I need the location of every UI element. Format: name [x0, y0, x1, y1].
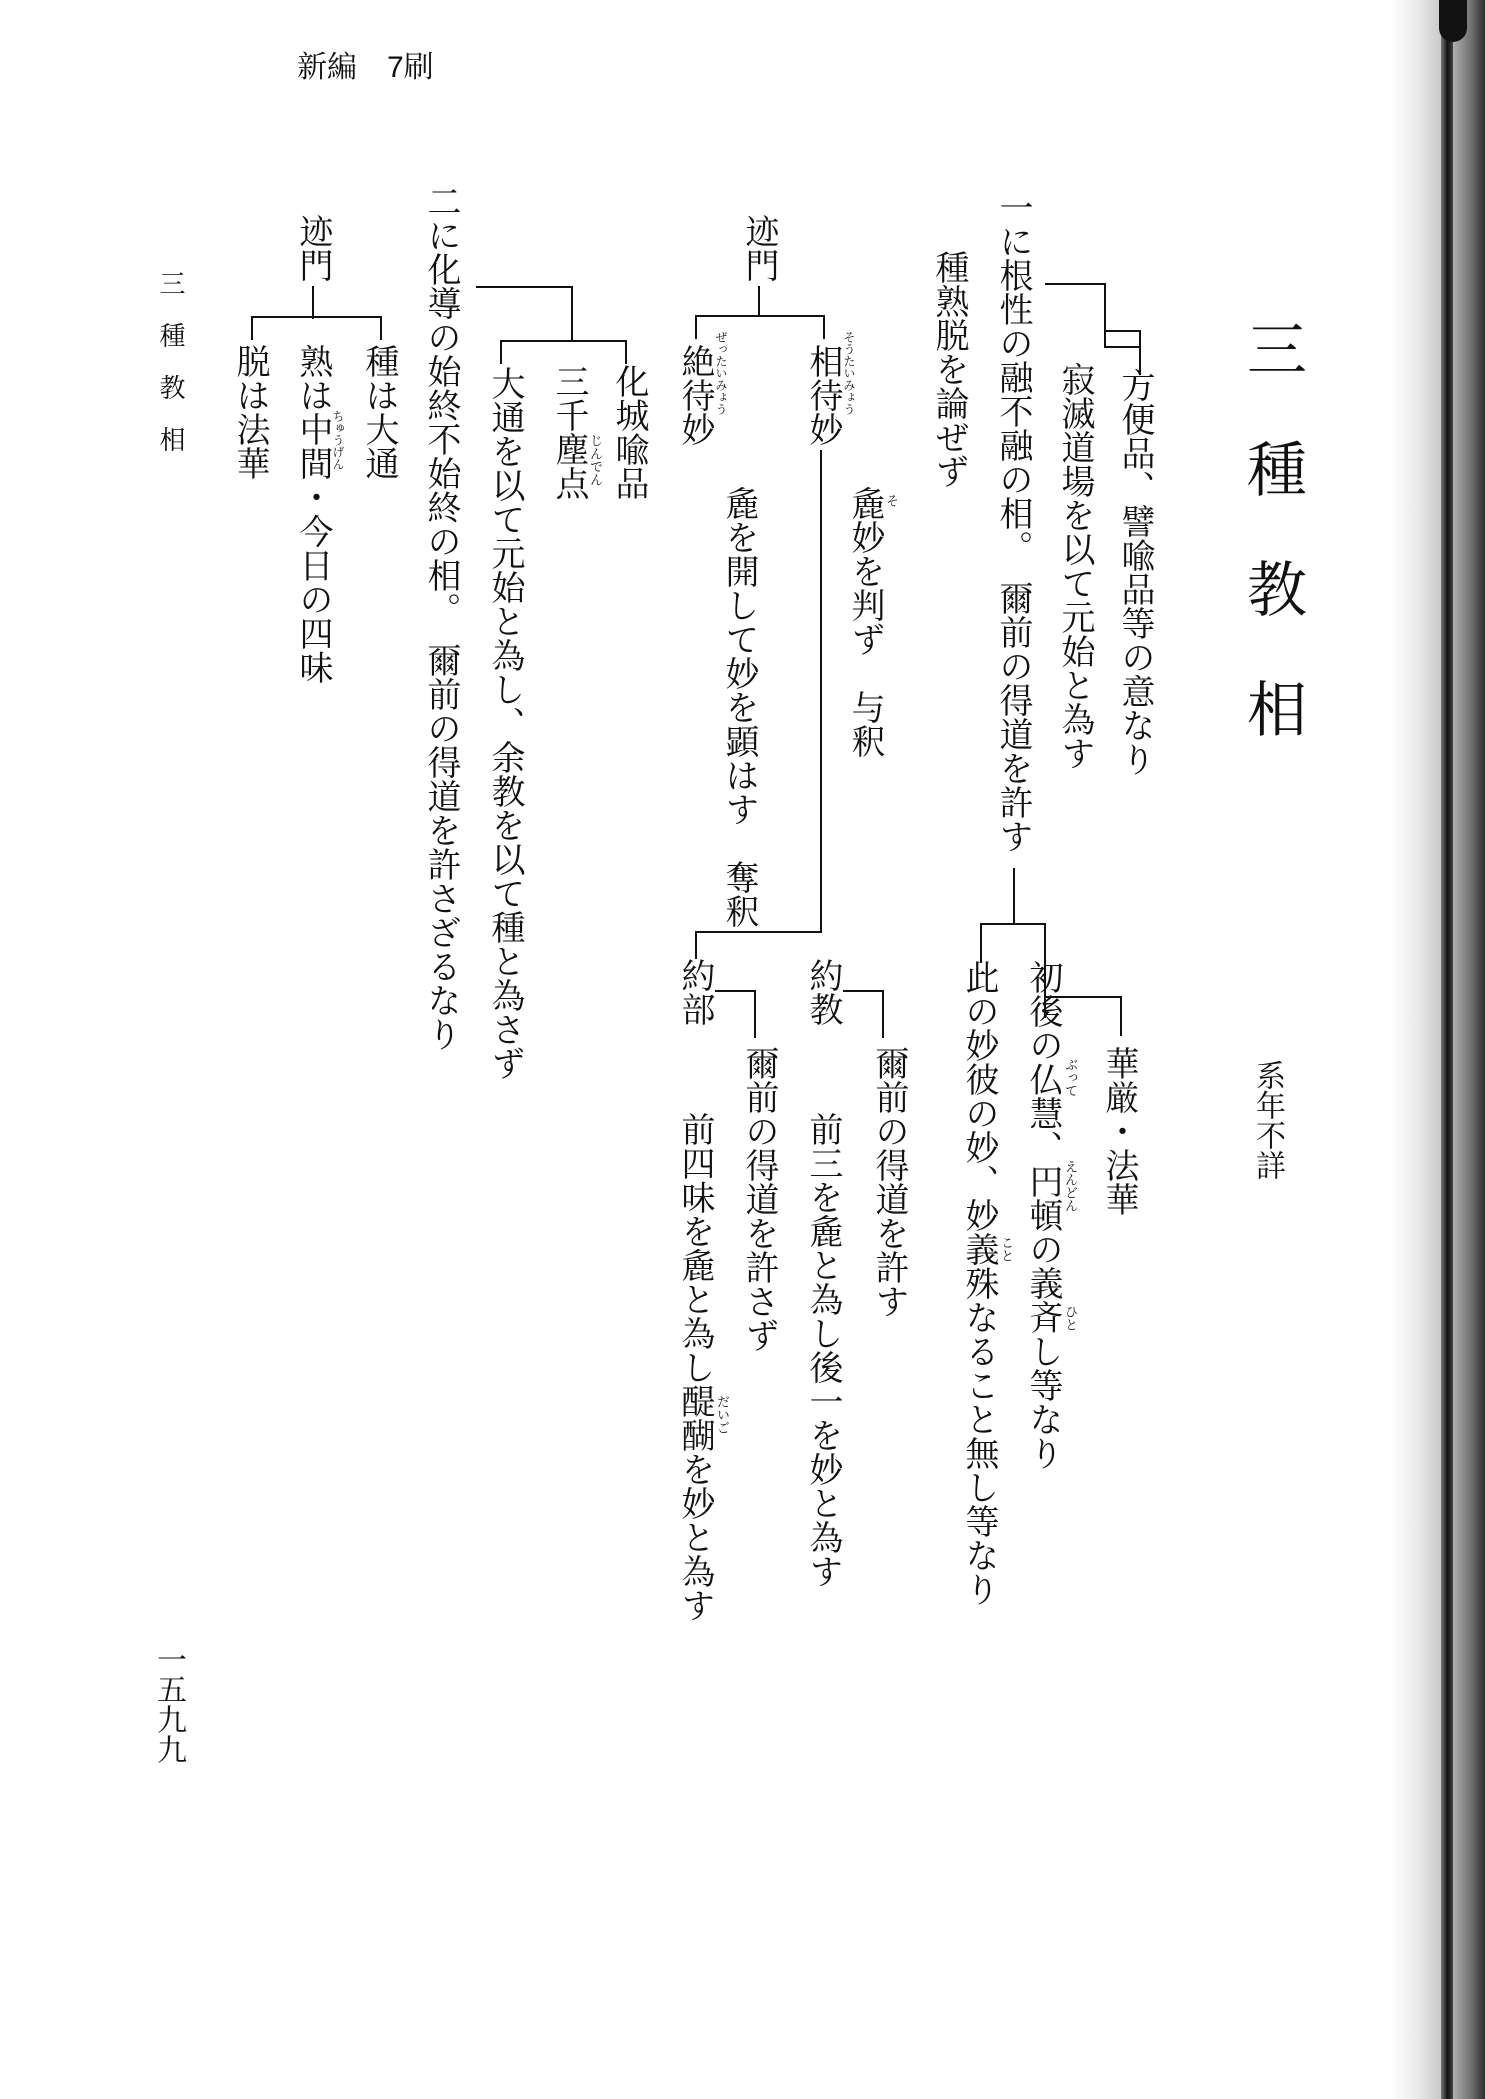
- ruby-soutaimyou: そうたいみょう: [842, 331, 856, 415]
- bracket: [625, 340, 627, 364]
- section1-subnote: 種熟脱を論ぜず: [929, 250, 969, 488]
- bracket: [500, 340, 502, 364]
- section2-branch-1: 相待妙: [803, 344, 843, 446]
- section1-item-2: 寂滅道場を以て元始と為す: [1055, 362, 1095, 770]
- binding-gutter: [1441, 0, 1453, 2099]
- bracket: [823, 315, 825, 339]
- ruby-so: そ: [883, 494, 898, 507]
- bracket: [715, 990, 755, 992]
- bracket: [820, 450, 822, 932]
- section1-item-4: 初後の仏慧、円頓の義斉し等なり: [1023, 960, 1063, 1470]
- ruby-jinden: じんでん: [587, 434, 602, 486]
- section3-leaf-1: 種は大通: [359, 344, 399, 480]
- bracket: [980, 923, 982, 963]
- section1-item-3: 華厳・法華: [1099, 1046, 1139, 1216]
- bracket: [695, 315, 697, 339]
- section2-sub-1-text2: 前三を麁と為し後一を妙と為す: [803, 1112, 843, 1588]
- ruby-hito: ひと: [1062, 1305, 1077, 1331]
- ruby-chuugen: ちゅうげん: [331, 410, 345, 470]
- section2-sub-1: 約教: [803, 958, 843, 1026]
- running-title: 三 種 教 相: [155, 270, 185, 452]
- section2-branch-2: 絶待妙: [675, 344, 715, 446]
- bracket: [1104, 283, 1106, 348]
- bracket: [571, 286, 573, 341]
- bracket: [758, 286, 760, 316]
- bracket: [500, 340, 626, 342]
- section2-branch-1-text: 麁妙を判ず 与釈: [845, 486, 885, 758]
- page-edge-shadow: [1390, 0, 1485, 2099]
- bracket: [1120, 996, 1122, 1036]
- bracket: [695, 931, 697, 959]
- page-title: 三 種 教 相: [1237, 318, 1307, 738]
- ruby-butte: ぶって: [1062, 1058, 1077, 1097]
- bracket: [380, 316, 382, 340]
- section2-sub-2-text: 爾前の得道を許さず: [739, 1046, 779, 1352]
- section3-leaf-2: 熟は中間・今日の四味: [293, 344, 333, 684]
- ruby-endon: えんどん: [1062, 1160, 1077, 1212]
- bracket: [1104, 330, 1140, 332]
- bracket: [251, 316, 253, 340]
- section3-label: 迹門: [293, 214, 333, 282]
- section3-heading: 二に化導の始終不始終の相。 爾前の得道を許さざるなり: [421, 184, 461, 1051]
- ruby-zettaimyou: ぜったいみょう: [714, 331, 728, 415]
- section3-branch-2-text: 大通を以て元始と為し、余教を以て種と為さず: [485, 366, 525, 1080]
- bracket: [754, 990, 756, 1038]
- section2-branch-2-text: 麁を開して妙を顕はす 奪釈: [719, 486, 759, 928]
- bracket: [1045, 283, 1105, 285]
- bracket: [251, 316, 382, 318]
- section2-sub-2: 約部: [675, 958, 715, 1026]
- edition-header: 新編 7刷: [297, 51, 434, 84]
- date-note: 系年不詳: [1250, 1060, 1285, 1180]
- bracket: [1013, 868, 1015, 924]
- section3-branch-2: 三千塵点: [549, 364, 589, 500]
- bracket: [312, 286, 314, 319]
- section2-sub-1-text: 爾前の得道を許す: [869, 1046, 909, 1318]
- binding-corner: [1439, 0, 1467, 42]
- page-number: 一五九九: [151, 1644, 186, 1764]
- ruby-daigo: だいご: [714, 1395, 729, 1434]
- section1-item-1: 方便品、譬喩品等の意なり: [1115, 368, 1155, 776]
- section3-leaf-3: 脱は法華: [230, 344, 270, 480]
- bracket: [980, 923, 1046, 925]
- bracket: [476, 286, 572, 288]
- section1-item-5: 此の妙彼の妙、妙義殊なること無し等なり: [959, 960, 999, 1606]
- bracket: [1104, 346, 1140, 348]
- ruby-koto: こと: [998, 1236, 1013, 1262]
- bracket: [695, 931, 822, 933]
- section1-heading: 一に根性の融不融の相。 爾前の得道を許す: [993, 190, 1033, 853]
- bracket: [882, 990, 884, 1038]
- bracket: [843, 990, 883, 992]
- section2-label: 迹門: [739, 214, 779, 282]
- section3-branch-1: 化城喩品: [609, 364, 649, 500]
- section2-sub-2-text2: 前四味を麁と為し醍醐を妙と為す: [675, 1112, 715, 1622]
- bracket: [695, 315, 825, 317]
